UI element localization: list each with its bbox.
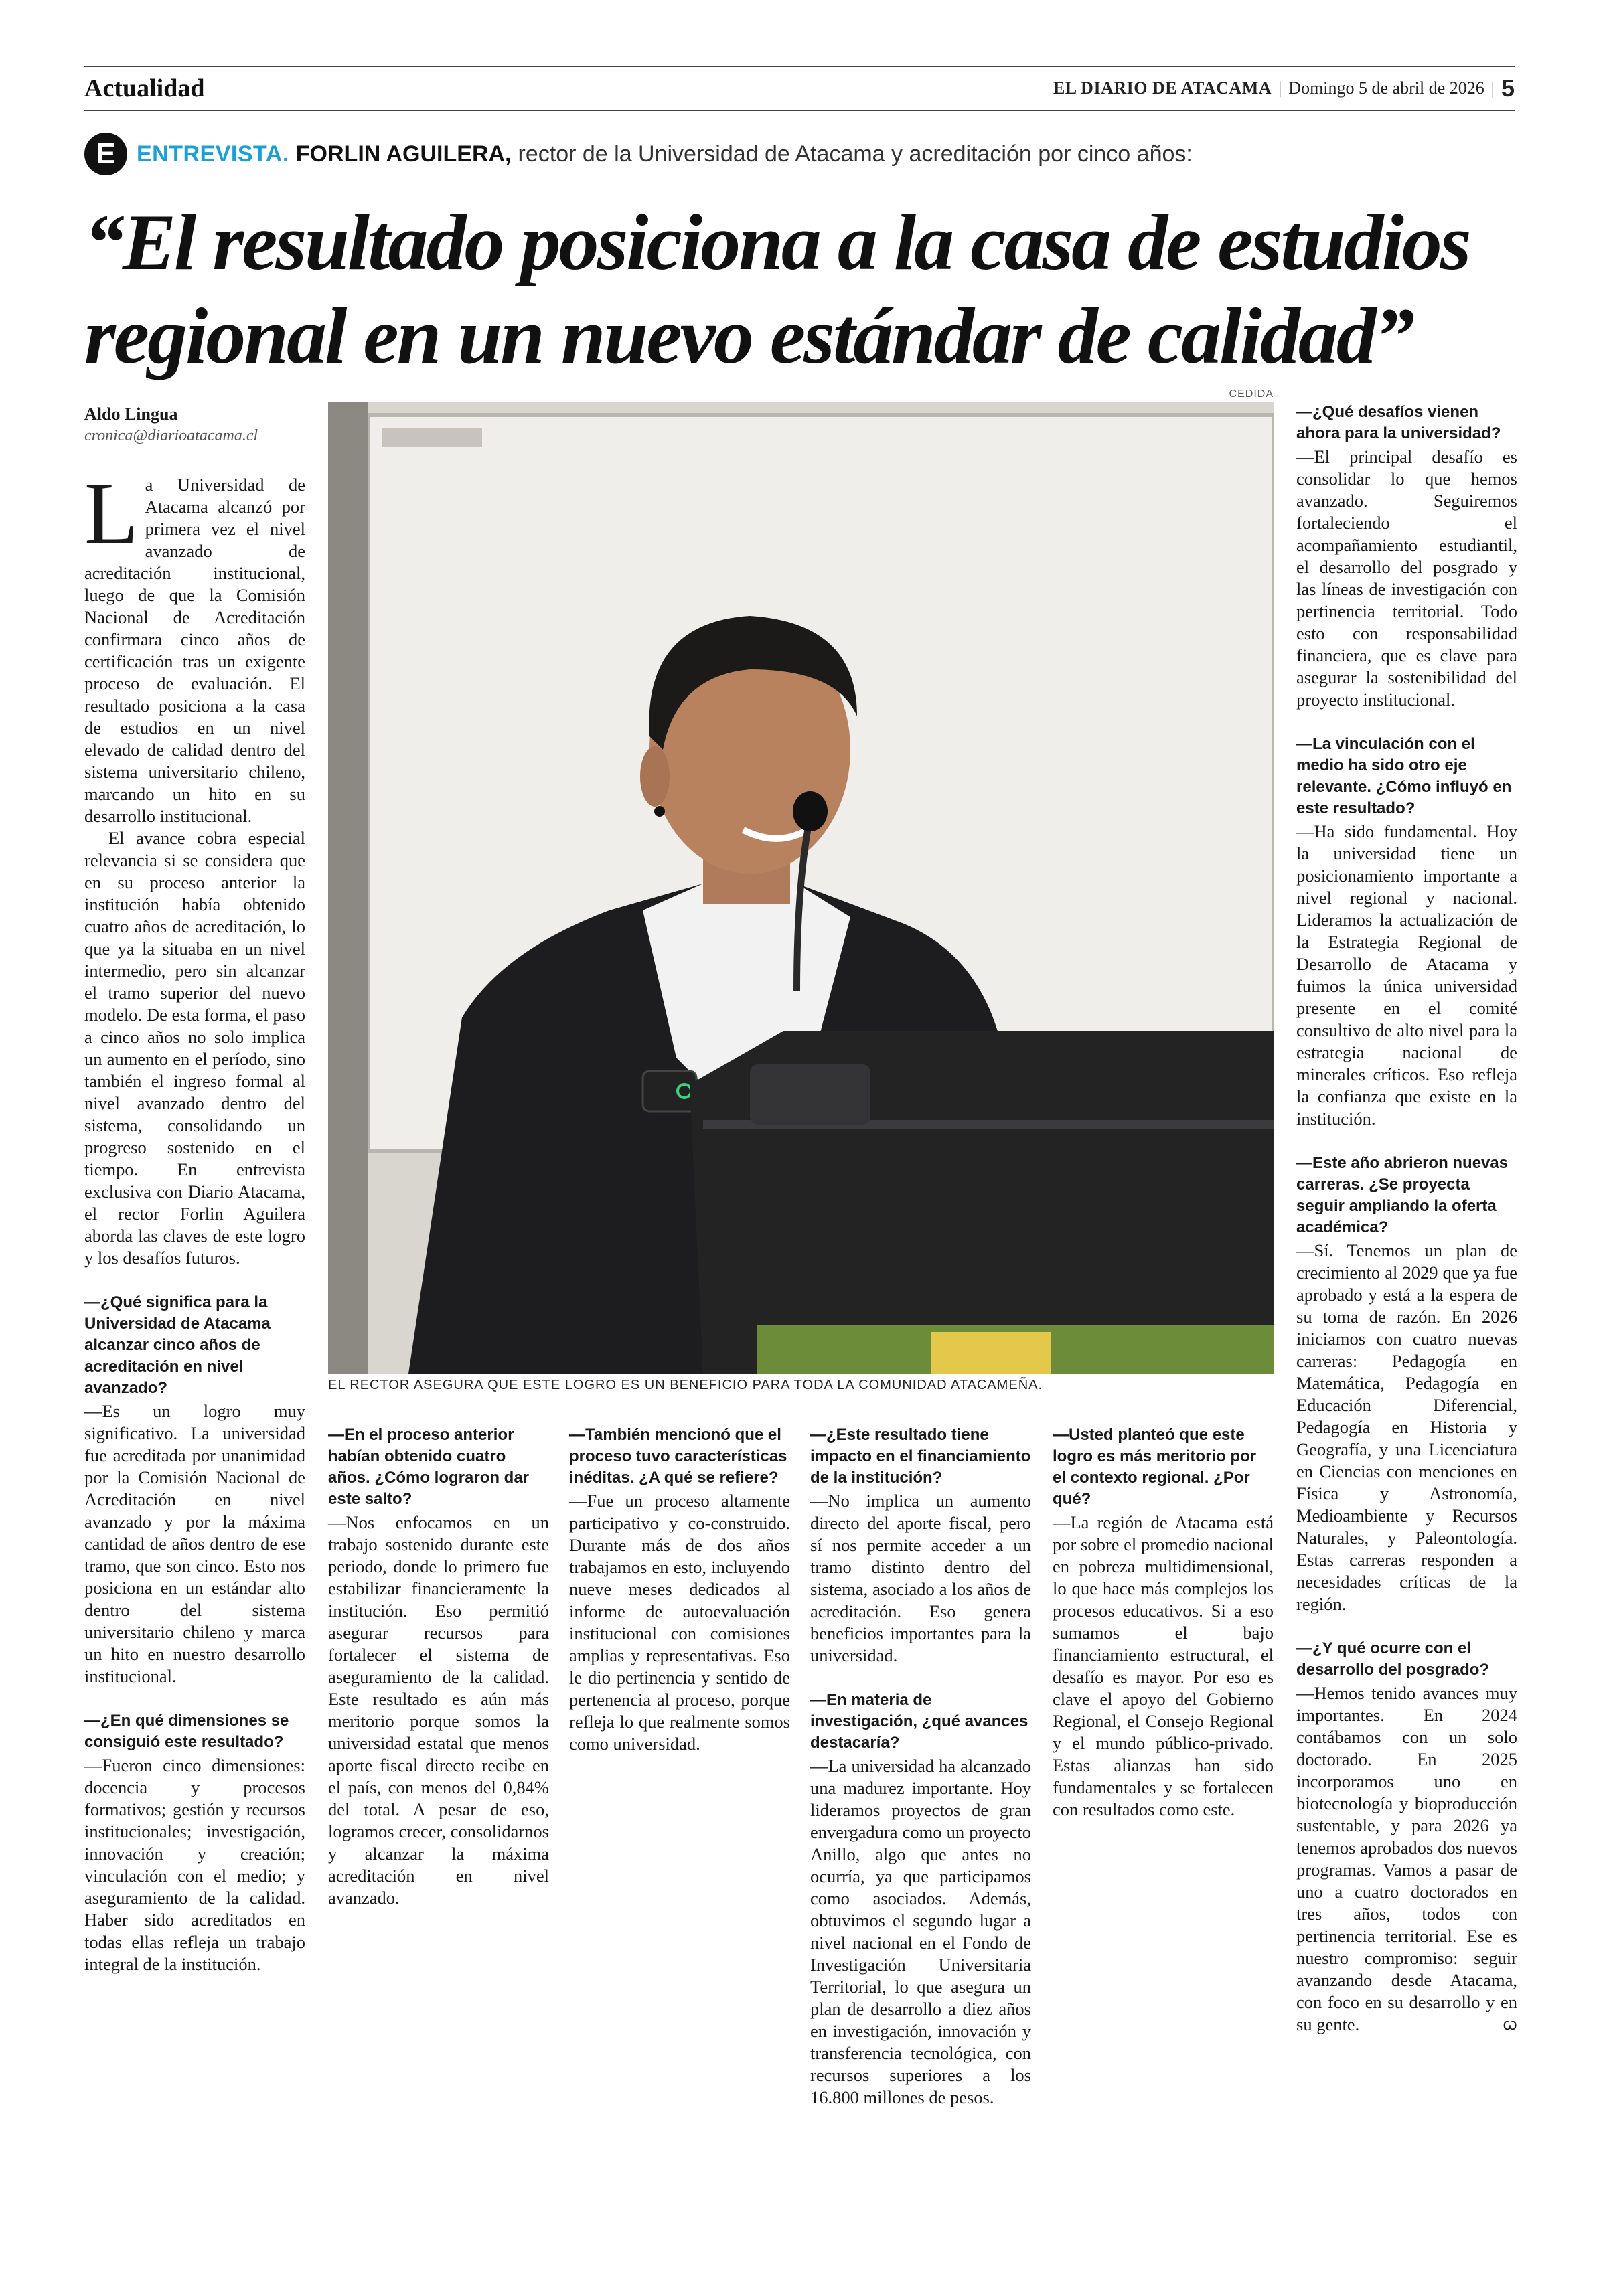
photo-caption: EL RECTOR ASEGURA QUE ESTE LOGRO ES UN BENEFICIO PARA TODA LA COMUNIDAD ATACAMEÑA. bbox=[328, 1378, 1043, 1392]
answer-8: —El principal desafío es consolidar lo que hemos avanzado. Seguiremos fortaleciendo el acompañamiento estudiantil, el desarrollo del posgrado y las líneas de investigación con pertinencia territorial. Todo esto con responsabilidad financiera, que es clave para asegurar la sostenibilidad del proyecto institucional. bbox=[1296, 446, 1517, 710]
paragraph-2: El avance cobra especial relevancia si se considera que en su proceso anterior la institución había obtenido cuatro años de acreditación, lo que ya la situaba en un nivel intermedio, pero sin alcanzar el tramo superior del nuevo modelo. De esta forma, el paso a cinco años no solo implica un aumento en el período, sino también el ingreso formal al nivel avanzado dentro del sistema, consolidando un progreso sostenido en el tiempo. En entrevista exclusiva con Diario Atacama, el rector Forlin Aguilera aborda las claves de este logro y los desafíos futuros. bbox=[84, 828, 305, 1268]
answer-5: —No implica un aumento directo del aporte fiscal, pero sí nos permite acceder a un tramo distinto dentro del sistema, asociado a los años de acreditación. Eso genera beneficios importantes para la universidad. bbox=[810, 1491, 1031, 1665]
answer-6: —La universidad ha alcanzado una madurez importante. Hoy lideramos proyectos de gran envergadura como un proyecto Anillo, algo que antes no ocurría, ya que participamos como asociados. Además, obtuvimos el segundo lugar a nivel nacional en el Fondo de Investigación Universitaria Territorial, lo que asegura un plan de desarrollo a diez años en investigación, innovación y transferencia tecnológica, con recursos superiores a los 16.800 millones de pesos. bbox=[810, 1756, 1031, 2107]
question-7: —Usted planteó que este logro es más meritorio por el contexto regional. ¿Por qué? bbox=[1053, 1426, 1257, 1508]
page-number: 5 bbox=[1501, 74, 1515, 102]
lead-paragraph bbox=[84, 464, 305, 827]
kicker-label: ENTREVISTA. bbox=[137, 141, 289, 167]
article-column-6 bbox=[1296, 402, 1517, 2036]
author-name: Aldo Lingua bbox=[84, 404, 178, 424]
question-11: —¿Y qué ocurre con el desarrollo del posgrado? bbox=[1296, 1639, 1490, 1679]
headline: “El resultado posiciona a la casa de estudios regional en un nuevo estándar de calidad” bbox=[84, 197, 1470, 380]
answer-10: —Sí. Tenemos un plan de crecimiento al 2029 que ya fue aprobado y está a la espera de su toma de razón. En 2026 iniciamos con cuatro nuevas carreras: Pedagogía en Matemática, Pedagogía en Educación Diferencial, Pedagogía en Historia y Geografía, y una Licenciatura en Ciencias con menciones en Física y Astronomía, Medioambiente y Recursos Naturales, y Paleontología. Estas carreras responden a necesidades críticas de la región. bbox=[1296, 1240, 1517, 1614]
byline bbox=[84, 404, 325, 445]
answer-3: —Nos enfocamos en un trabajo sostenido durante este periodo, donde lo primero fue estabilizar financieramente la institución. Eso permitió asegurar recursos para fortalecer el sistema de aseguramiento de la calidad. Este resultado es aún más meritorio porque somos la universidad estatal que menos aporte fiscal directo recibe en el país, con menos del 0,84% del total. A pesar de eso, logramos crecer, consolidarnos y alcanzar la máxima acreditación en nivel avanzado. bbox=[328, 1512, 549, 1908]
answer-11 bbox=[1296, 1682, 1517, 2036]
issue-date: Domingo 5 de abril de 2026 bbox=[1288, 78, 1484, 98]
article-column-4 bbox=[810, 1424, 1031, 2109]
lead-text: a Universidad de Atacama alcanzó por primera vez el nivel avanzado de acreditación institucional, luego de que la Comisión Nacional de Acreditación confirmara cinco años de certificación tras un exigente proceso de evaluación. El resultado posiciona a la casa de estudios en un nivel elevado de calidad dentro del sistema universitario chileno, marcando un hito en su desarrollo institucional. bbox=[84, 475, 305, 826]
question-5: —¿Este resultado tiene impacto en el financiamiento de la institución? bbox=[810, 1426, 1031, 1487]
question-2: —¿En qué dimensiones se consiguió este resultado? bbox=[84, 1712, 289, 1751]
question-8: —¿Qué desafíos vienen ahora para la universidad? bbox=[1296, 403, 1501, 442]
header-separator-2: | bbox=[1490, 78, 1495, 98]
newspaper-name: EL DIARIO DE ATACAMA bbox=[1053, 78, 1272, 98]
question-4: —También mencionó que el proceso tuvo características inéditas. ¿A qué se refiere? bbox=[569, 1426, 787, 1487]
kicker-name: FORLIN AGUILERA, bbox=[295, 141, 512, 167]
drop-cap: L bbox=[84, 464, 139, 562]
end-of-article-icon: ꞷ bbox=[1503, 2015, 1517, 2034]
photo-credit: CEDIDA bbox=[1229, 388, 1274, 400]
answer-2: —Fueron cinco dimensiones: docencia y procesos formativos; gestión y recursos institucionales; investigación, innovación y creación; vinculación con el medio; y aseguramiento de la calidad. Haber sido acreditados en todas ellas refleja un trabajo integral de la institución. bbox=[84, 1755, 305, 1974]
article-column-3 bbox=[569, 1424, 790, 1755]
kicker bbox=[84, 133, 1193, 175]
question-3: —En el proceso anterior habían obtenido cuatro años. ¿Cómo lograron dar este salto? bbox=[328, 1426, 530, 1508]
header-rule bbox=[84, 110, 1515, 111]
answer-7: —La región de Atacama está por sobre el promedio nacional en pobreza multidimensional, lo que hace más complejos los procesos educativos. Si a eso sumamos el bajo financiamiento estructural, el desafío es mayor. Por eso es clave el apoyo del Gobierno Regional, el Consejo Regional y el mundo público-privado. Estas alianzas han sido fundamentales y se fortalecen con resultados como este. bbox=[1053, 1512, 1274, 1819]
answer-9: —Ha sido fundamental. Hoy la universidad tiene un posicionamiento importante a nivel regional y nacional. Lideramos la actualización de la Estrategia Regional de Desarrollo de Atacama y fuimos la única universidad presente en el comité consultivo de alto nivel para la estrategia nacional de minerales críticos. Eso refleja la confianza que existe en la institución. bbox=[1296, 821, 1517, 1129]
question-1: —¿Qué significa para la Universidad de Atacama alcanzar cinco años de acreditación en nivel avanzado? bbox=[84, 1293, 271, 1397]
kicker-description: rector de la Universidad de Atacama y acreditación por cinco años: bbox=[518, 141, 1193, 167]
answer-11-text: —Hemos tenido avances muy importantes. En 2024 contábamos con un solo doctorado. En 2025 incorporamos uno en biotecnología y bioproducción sustentable, y para 2026 ya tenemos aprobados dos nuevos programas. Vamos a pasar de uno a cuatro doctorados en tres años, todos con pertinencia territorial. Ese es nuestro compromiso: seguir avanzando desde Atacama, con foco en su desarrollo y en su gente. bbox=[1296, 1683, 1517, 2034]
article-photo bbox=[328, 402, 1274, 1374]
rector-photo-illustration bbox=[328, 402, 1274, 1374]
interview-badge: E bbox=[84, 133, 127, 175]
article-column-5 bbox=[1053, 1424, 1274, 1821]
question-6: —En materia de investigación, ¿qué avances destacaría? bbox=[810, 1691, 1028, 1752]
author-email: cronica@diarioatacama.cl bbox=[84, 427, 258, 444]
article-column-1 bbox=[84, 464, 305, 1975]
header-meta bbox=[1053, 74, 1515, 102]
page-header bbox=[84, 67, 1515, 110]
question-10: —Este año abrieron nuevas carreras. ¿Se proyecta seguir ampliando la oferta académica? bbox=[1296, 1154, 1509, 1236]
answer-1: —Es un logro muy significativo. La universidad fue acreditada por unanimidad por la Comisión Nacional de Acreditación en nivel avanzado y por la máxima cantidad de años dentro de ese tramo, que son cinco. Esto nos posiciona en un estándar alto dentro del sistema universitario chileno y marca un hito en nuestro desarrollo institucional. bbox=[84, 1401, 305, 1686]
article-column-2 bbox=[328, 1424, 549, 1909]
header-separator: | bbox=[1278, 78, 1282, 98]
question-9: —La vinculación con el medio ha sido otro eje relevante. ¿Cómo influyó en este resultado? bbox=[1296, 735, 1512, 817]
answer-4: —Fue un proceso altamente participativo y co-construido. Durante más de dos años trabajamos en esto, incluyendo nueve meses dedicados al informe de autoevaluación institucional con comisiones amplias y representativas. Eso le dio pertinencia y sentido de pertenencia al proceso, porque refleja lo que realmente somos como universidad. bbox=[569, 1491, 790, 1754]
section-name: Actualidad bbox=[84, 74, 205, 102]
